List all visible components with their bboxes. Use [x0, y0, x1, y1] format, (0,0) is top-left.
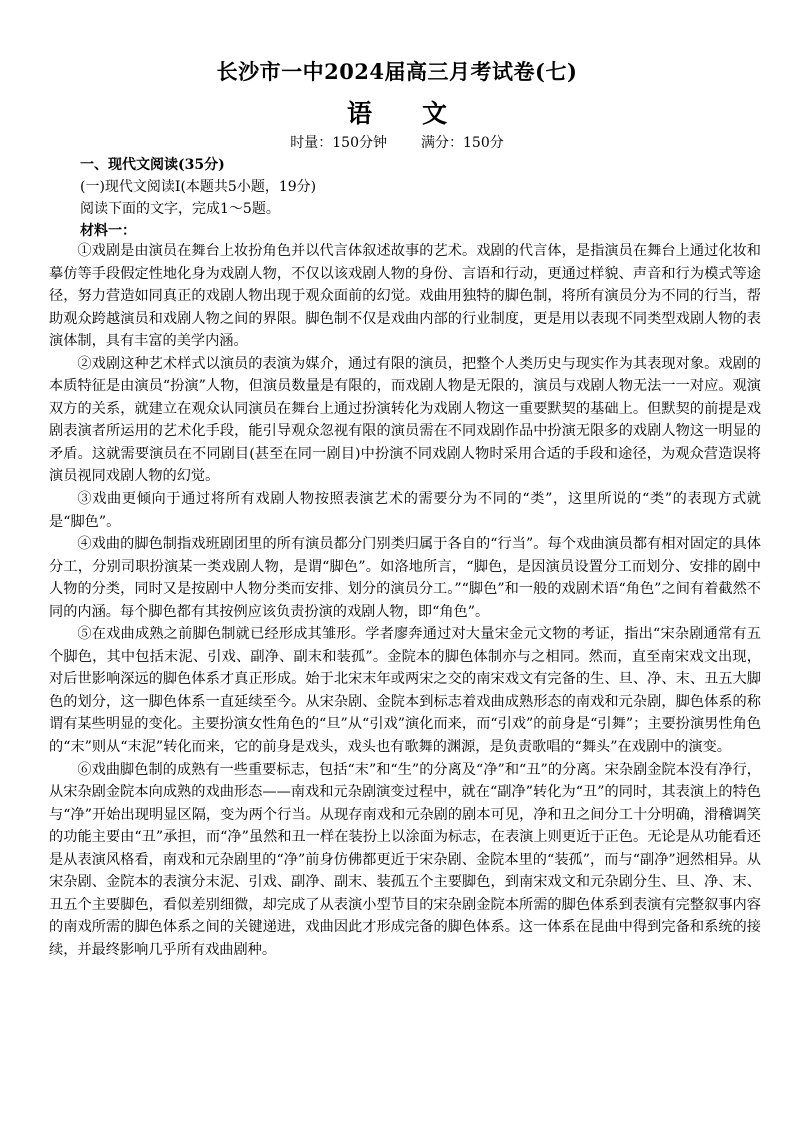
passage-body	[49, 240, 761, 962]
subsection-heading: (一)现代文阅读Ⅰ(本题共5小题，19分)	[80, 179, 317, 195]
paragraph-3: ③戏曲更倾向于通过将所有戏剧人物按照表演艺术的需要分为不同的“类”，这里所说的“类”的表现方式就是“脚色”。	[49, 491, 761, 530]
paragraph-4: ④戏曲的脚色制指戏班剧团里的所有演员都分门别类归属于各自的“行当”。每个戏曲演员都有相对固定的具体分工，分别司职扮演某一类戏剧人物，是谓“脚色”。如洛地所言，“脚色，是因演员设置分工而划分、安排的剧中人物的分类，同时又是按剧中人物分类而安排、划分的演员分工。”“脚色”和一般的戏剧术语“角色”之间有着截然不同的内涵。每个脚色都有其按例应该负责扮演的戏剧人物，即“角色”。	[49, 536, 761, 620]
section-heading: 一、现代文阅读(35分)	[80, 157, 225, 173]
paragraph-2: ②戏剧这种艺术样式以演员的表演为媒介，通过有限的演员，把整个人类历史与现实作为其表现对象。戏剧的本质特征是由演员“扮演”人物，但演员数量是有限的，而戏剧人物是无限的，演员与戏剧人物无法一一对应。观演双方的关系，就建立在观众认同演员在舞台上通过扮演转化为戏剧人物这一重要默契的基础上。但默契的前提是戏剧表演者所运用的艺术化手段，能引导观众忽视有限的演员需在不同戏剧作品中扮演无限多的戏剧人物这一明显的矛盾。这就需要演员在不同剧目(甚至在同一剧目)中扮演不同戏剧人物时采用合适的手段和途径，为观众营造误将演员视同戏剧人物的幻觉。	[49, 355, 761, 485]
full-score: 满分：150分	[421, 135, 504, 151]
subject-char-1: 语	[346, 99, 372, 128]
instruction: 阅读下面的文字，完成1～5题。	[80, 201, 280, 217]
subject-title	[0, 94, 794, 130]
paragraph-6: ⑥戏曲脚色制的成熟有一些重要标志，包括“末”和“生”的分离及“净”和“丑”的分离。宋杂剧金院本没有净行，从宋杂剧金院本向成熟的戏曲形态——南戏和元杂剧演变过程中，就在“副净”转化为“丑”的同时，其表演上的特色与“净”开始出现明显区隔，变为两个行当。从现存南戏和元杂剧的剧本可见，净和丑之间分工十分明确，滑稽调笑的功能主要由“丑”承担，而“净”虽然和丑一样在装扮上以涂面为标志，在表演上则更近于正色。无论是从功能看还是从表演风格看，南戏和元杂剧里的“净”前身仿佛都更近于宋杂剧、金院本里的“装孤”，而与“副净”迥然相异。从宋杂剧、金院本的表演分末泥、引戏、副净、副末、装孤五个主要脚色，到南宋戏文和元杂剧分生、旦、净、末、丑五个主要脚色，看似差别细微，却完成了从表演小型节目的宋杂剧金院本所需的脚色体系到表演有完整叙事内容的南戏所需的脚色体系之间的关键递进，戏曲因此才形成完备的脚色体系。这一体系在昆曲中得到完备和系统的接续，并最终影响几乎所有戏曲剧种。	[49, 761, 761, 958]
paragraph-5: ⑤在戏曲成熟之前脚色制就已经形成其雏形。学者廖奔通过对大量宋金元文物的考证，指出“宋杂剧通常有五个脚色，其中包括末泥、引戏、副净、副末和装孤”。金院本的脚色体制亦与之相同。然而，直至南宋戏文出现，对后世影响深远的脚色体系才真正形成。始于北宋末年或两宋之交的南宋戏文有完备的生、旦、净、末、丑五大脚色的划分，这一脚色体系一直延续至今。从宋杂剧、金院本到标志着戏曲成熟形态的南戏和元杂剧，脚色体系的称谓有某些明显的变化。主要扮演女性角色的“旦”从“引戏”演化而来，而“引戏”的前身是“引舞”；主要扮演男性角色的“末”则从“末泥”转化而来，它的前身是戏头，戏头也有歌舞的渊源，是负责歌唱的“舞头”在戏剧中的演变。	[49, 626, 761, 756]
subject-char-2: 文	[422, 99, 448, 128]
exam-meta	[0, 132, 794, 152]
material-label: 材料一：	[80, 223, 136, 239]
paragraph-1: ①戏剧是由演员在舞台上妆扮角色并以代言体叙述故事的艺术。戏剧的代言体，是指演员在舞台上通过化妆和摹仿等手段假定性地化身为戏剧人物，不仅以该戏剧人物的身份、言语和行动，更通过样貌、声音和行为模式等途径，努力营造如同真正的戏剧人物出现于观众面前的幻觉。戏曲用独特的脚色制，将所有演员分为不同的行当，帮助观众跨越演员和戏剧人物之间的界限。脚色制不仅是戏曲内部的行业制度，更是用以表现不同类型戏剧人物的表演体制，具有丰富的美学内涵。	[49, 243, 761, 350]
exam-title: 长沙市一中2024届高三月考试卷(七)	[216, 59, 578, 84]
time-limit: 时量：150分钟	[290, 135, 387, 151]
